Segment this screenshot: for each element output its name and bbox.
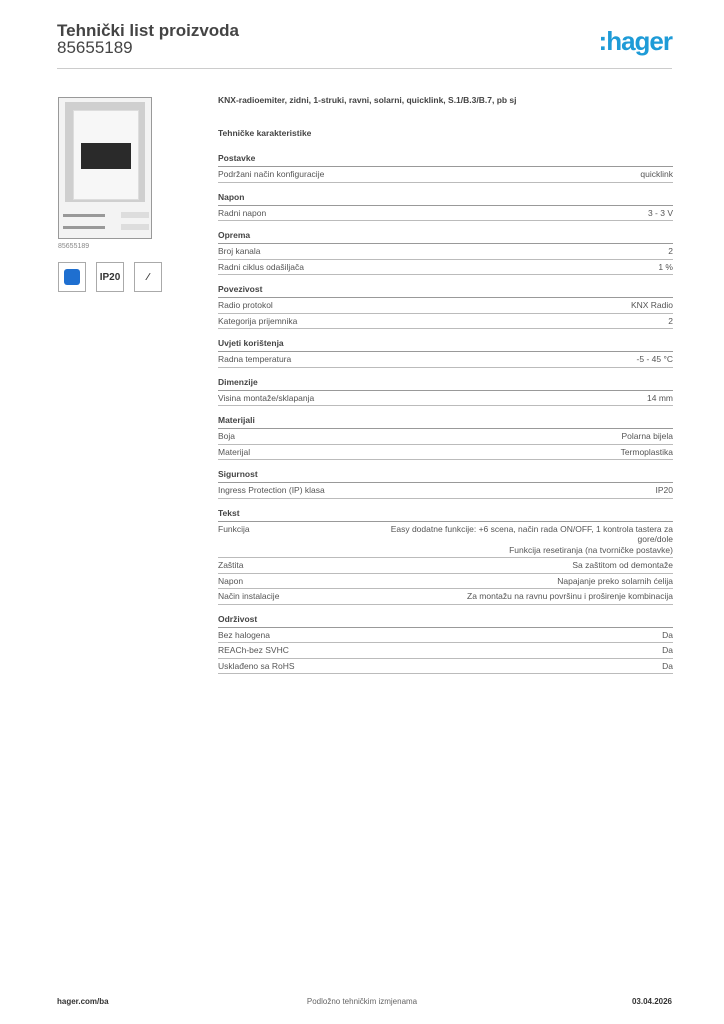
- spec-label: Funkcija: [218, 523, 250, 534]
- spec-row: [218, 260, 673, 276]
- spec-label: Radni napon: [218, 207, 267, 218]
- spec-label: Podržani način konfiguracije: [218, 169, 325, 179]
- spec-value: quicklink: [640, 169, 673, 179]
- spec-section: [218, 508, 673, 605]
- divider: [57, 68, 672, 69]
- section-title: Tekst: [218, 508, 673, 522]
- page-title: Tehnički list proizvoda: [57, 21, 239, 40]
- footer-note: Podložno tehničkim izmjenama: [306, 997, 418, 1006]
- spec-label: Radna temperatura: [218, 354, 292, 364]
- spec-row: [218, 558, 673, 574]
- spec-value: Da: [662, 660, 673, 671]
- spec-value: 2: [668, 246, 673, 256]
- spec-value: KNX Radio: [630, 300, 673, 310]
- spec-label: Bez halogena: [218, 629, 270, 640]
- spec-section: [218, 415, 673, 460]
- section-title: Održivost: [218, 614, 673, 628]
- spec-value: Za montažu na ravnu površinu i proširenje kombinacija: [467, 591, 673, 601]
- spec-row: [218, 483, 673, 499]
- spec-label: Materijal: [218, 446, 251, 457]
- spec-value: Da: [662, 629, 673, 640]
- spec-label: REACh-bez SVHC: [218, 645, 289, 655]
- quicklink-icon: [58, 262, 86, 292]
- spec-value: 2: [668, 315, 673, 326]
- spec-label: Napon: [218, 575, 244, 586]
- spec-value: -5 - 45 °C: [636, 354, 673, 364]
- spec-row: [218, 352, 673, 368]
- tech-title: Tehničke karakteristike: [218, 128, 312, 138]
- product-description: KNX-radioemiter, zidni, 1-struki, ravni, solarni, quicklink, S.1/B.3/B.7, pb sj: [218, 95, 517, 105]
- spec-label: Usklađeno sa RoHS: [218, 660, 295, 671]
- section-title: Sigurnost: [218, 469, 673, 483]
- product-image: [58, 97, 152, 239]
- spec-row: [218, 167, 673, 183]
- spec-section: [218, 153, 673, 183]
- spec-row: [218, 391, 673, 407]
- section-title: Dimenzije: [218, 377, 673, 391]
- spec-value: 14 mm: [647, 392, 673, 403]
- spec-value: Sa zaštitom od demontaže: [572, 560, 673, 570]
- spec-label: Boja: [218, 431, 236, 441]
- section-title: Uvjeti korištenja: [218, 338, 673, 352]
- section-title: Napon: [218, 192, 673, 206]
- spec-row: [218, 574, 673, 590]
- spec-value: Polarna bijela: [621, 431, 673, 441]
- spec-label: Broj kanala: [218, 246, 261, 256]
- section-title: Oprema: [218, 230, 673, 244]
- mounting-icon: ∕: [134, 262, 162, 292]
- spec-label: Visina montaže/sklapanja: [218, 392, 315, 403]
- spec-section: [218, 377, 673, 407]
- spec-label: Način instalacije: [218, 591, 280, 601]
- spec-label: Kategorija prijemnika: [218, 315, 298, 326]
- spec-value: Easy dodatne funkcije: +6 scena, način rada ON/OFF, 1 kontrola tastera za gore/dole Funkcija resetiranja (na tvorničke postavke): [390, 523, 673, 555]
- image-code: 85655189: [58, 243, 90, 250]
- spec-value: Da: [662, 645, 673, 655]
- spec-section: [218, 230, 673, 275]
- spec-label: Radio protokol: [218, 300, 273, 310]
- spec-row: [218, 244, 673, 260]
- spec-label: Zaštita: [218, 560, 244, 570]
- spec-row: [218, 522, 673, 559]
- spec-row: [218, 659, 673, 675]
- spec-row: [218, 298, 673, 314]
- spec-row: [218, 314, 673, 330]
- spec-value: Napajanje preko solarnih ćelija: [557, 575, 673, 586]
- spec-row: [218, 628, 673, 644]
- spec-value: 1 %: [658, 261, 673, 272]
- spec-row: [218, 589, 673, 605]
- spec-row: [218, 206, 673, 222]
- spec-section: [218, 614, 673, 675]
- spec-label: Radni ciklus odašiljača: [218, 261, 304, 272]
- spec-row: [218, 445, 673, 461]
- section-title: Postavke: [218, 153, 673, 167]
- spec-section: [218, 192, 673, 222]
- spec-value: IP20: [655, 485, 673, 495]
- section-title: Materijali: [218, 415, 673, 429]
- spec-row: [218, 643, 673, 659]
- spec-value: Termoplastika: [620, 446, 673, 457]
- spec-row: [218, 429, 673, 445]
- section-title: Povezivost: [218, 284, 673, 298]
- spec-label: Ingress Protection (IP) klasa: [218, 485, 325, 495]
- hager-logo[interactable]: :hager: [598, 26, 672, 56]
- footer-link[interactable]: hager.com/ba: [57, 997, 109, 1006]
- spec-section: [218, 469, 673, 499]
- spec-value: 3 - 3 V: [647, 207, 673, 218]
- spec-section: [218, 338, 673, 368]
- ip20-icon: IP20: [96, 262, 124, 292]
- product-code: 85655189: [57, 38, 133, 57]
- footer-date: 03.04.2026: [631, 997, 672, 1006]
- spec-section: [218, 284, 673, 329]
